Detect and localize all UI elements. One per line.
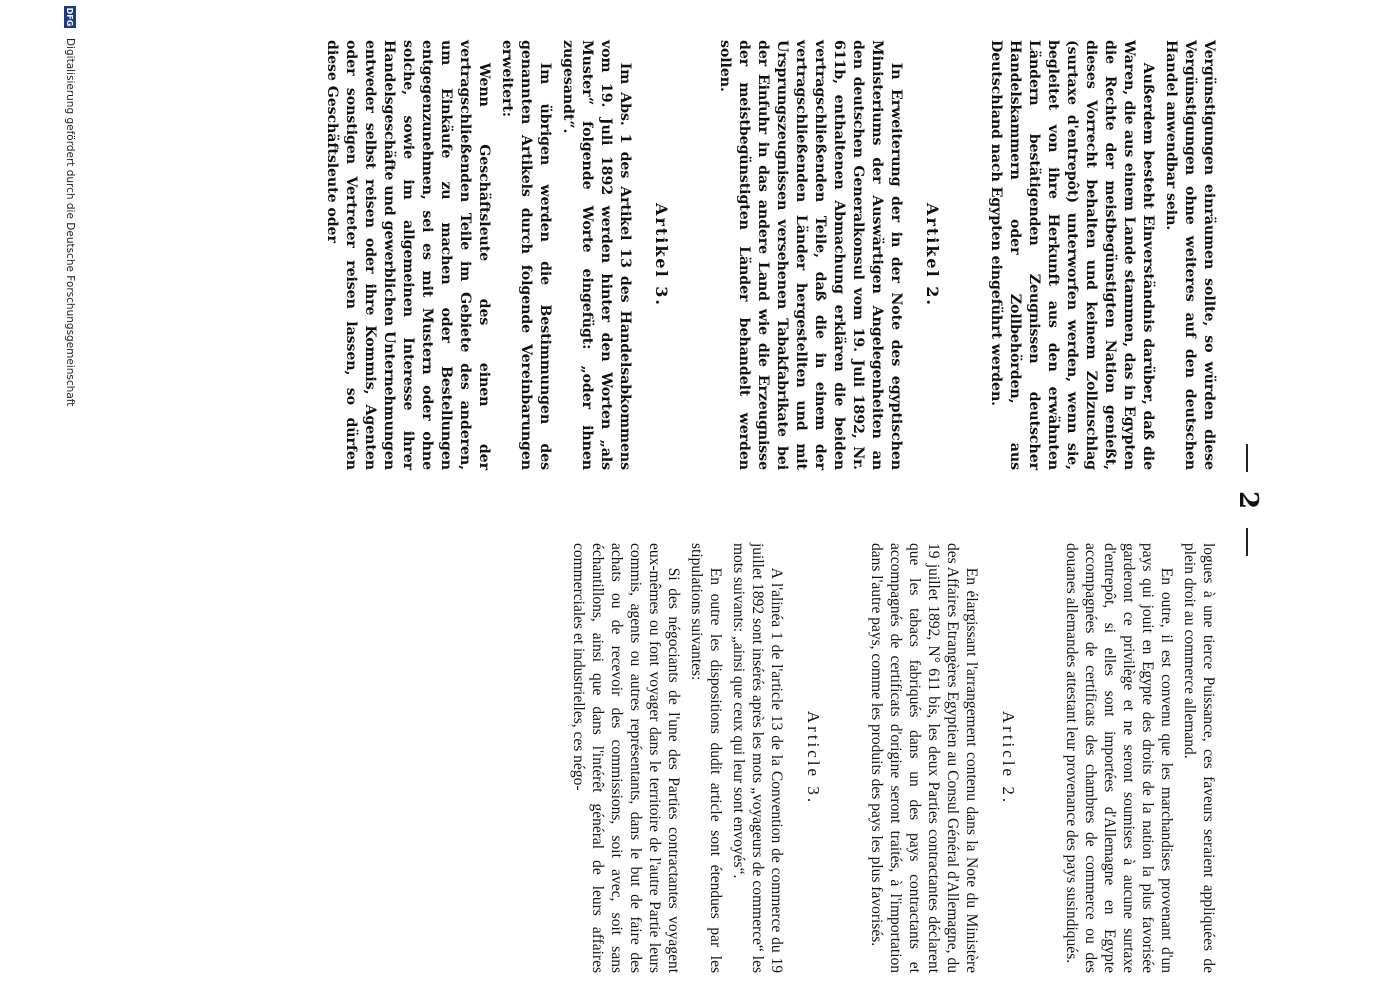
german-article-3-heading: Artikel 3. [652, 203, 671, 307]
german-paragraph-3: In Erweiterung der in der Note des egyptischen Ministeriums der Auswärtigen Angelegenheiten an den deutschen Generalkonsul vom 19. Juli 1892, Nr. 611b, enthaltenen Abmachung erklären die beiden vertragschließenden Teile, daß die in einem der vertragschließenden Länder hergestellten und mit Ursprungszeugnissen versehenen Tabakfabrikate bei der Einfuhr in das andere Land wie die Erzeugnisse der meistbegünstigten Länder behandelt werden sollen. [717, 40, 904, 470]
french-paragraph-1: logues à une tierce Puissance, ces faveurs seraient appliquées de plein droit au commerce allemand. [1181, 543, 1217, 973]
french-paragraph-5: En outre les dispositions dudit article sont étendues par les stipulations suivantes: [688, 543, 724, 973]
french-paragraph-4: A l'alinéa 1 de l'article 13 de la Convention de commerce du 19 juillet 1892 sont insérés après les mots „voyageurs de commerce“ les mots suivants: „ainsi que ceux qui leur sont envoyés“. [730, 543, 785, 973]
french-article-2-heading: Article 2. [999, 710, 1018, 806]
german-article-2-heading: Artikel 2. [923, 203, 942, 307]
credit-text: Digitalisierung gefördert durch die Deutsche Forschungsgemeinschaft [64, 38, 76, 407]
german-paragraph-4: Im Abs. 1 des Artikel 13 des Handelsabkommens vom 19. Juli 1892 werden hinter den Worten „als Muster“ folgende Worte eingefügt: „oder ihnen zugesandt“. [560, 40, 633, 470]
french-column [565, 543, 1218, 973]
french-paragraph-2: En outre, il est convenu que les marchandises provenant d'un pays qui jouit en Egypte des droits de la nation la plus favorisée garderont ce privilège et ne seront soumises à aucune surtaxe d'entrepôt, si elles sont importées d'Allemagne en Egypte accompagnées de certificats des chambres de commerce ou des douanes allemandes attestant leur provenance des pays susindiqués. [1063, 543, 1175, 973]
french-article-3-heading: Article 3. [804, 710, 823, 806]
german-paragraph-6: Wenn Geschäftsleute des einen der vertragschließenden Teile im Gebiete des anderen, um Einkäufe zu machen oder Bestellungen entgegenzunehmen, sei es mit Mustern oder ohne solche, sowie im allgemeinen Interesse ihrer Handelsgeschäfte und gewerblichen Unternehmungen entweder selbst reisen oder ihre Kommis, Agenten oder sonstigen Vertreter reisen lassen, so dürfen diese Geschäftsleute oder [324, 40, 492, 470]
header-dash-left [1246, 444, 1248, 472]
page-header [1233, 0, 1263, 1000]
german-paragraph-1: Vergünstigungen einräumen sollte, so würden diese Vergünstigungen ohne weiteres auf den deutschen Handel anwendbar sein. [1163, 40, 1217, 470]
french-paragraph-6: Si des négociants de l'une des Parties contractantes voyagent eux-mêmes ou font voyager dans le territoire de l'autre Partie leurs commis, agents ou autres représentants, dans le but de faire des achats ou de recevoir des commissions, soit avec, soit sans échantillons, ainsi que dans l'intérêt général de leurs affaires commerciales et industrielles, ces négo- [570, 543, 682, 973]
page-number: 2 [1233, 490, 1263, 510]
french-paragraph-3: En élargissant l'arrangement contenu dans la Note du Ministère des Affaires Etrangères Egyptien au Consul Général d'Allemagne, du 19 juillet 1892, N° 611 bis, les deux Parties contractantes déclarent que les tabacs fabriqués dans un des pays contractants et accompagnés de certificats d'origine seront traités, à l'importation dans l'autre pays, comme les produits des pays les plus favorisés. [868, 543, 980, 973]
german-column [318, 40, 1218, 470]
german-paragraph-2: Außerdem besteht Einverständnis darüber, daß die Waren, die aus einem Lande stammen, das in Egypten die Rechte der meistbegünstigten Nation genießt, dieses Vorrecht behalten und keinem Zollzuschlag (surtaxe d'entrepôt) unterworfen werden, wenn sie, begleitet von ihre Herkunft aus den erwähnten Ländern bestätigenden Zeugnissen deutscher Handelskammern oder Zollbehörden, aus Deutschland nach Egypten eingeführt werden. [988, 40, 1156, 470]
digitization-credit [55, 0, 85, 1000]
header-dash-right [1246, 528, 1248, 556]
german-paragraph-5: Im übrigen werden die Bestimmungen des genannten Artikels durch folgende Vereinbarungen erweitert: [499, 40, 553, 470]
dfg-logo: DFG [65, 7, 75, 27]
